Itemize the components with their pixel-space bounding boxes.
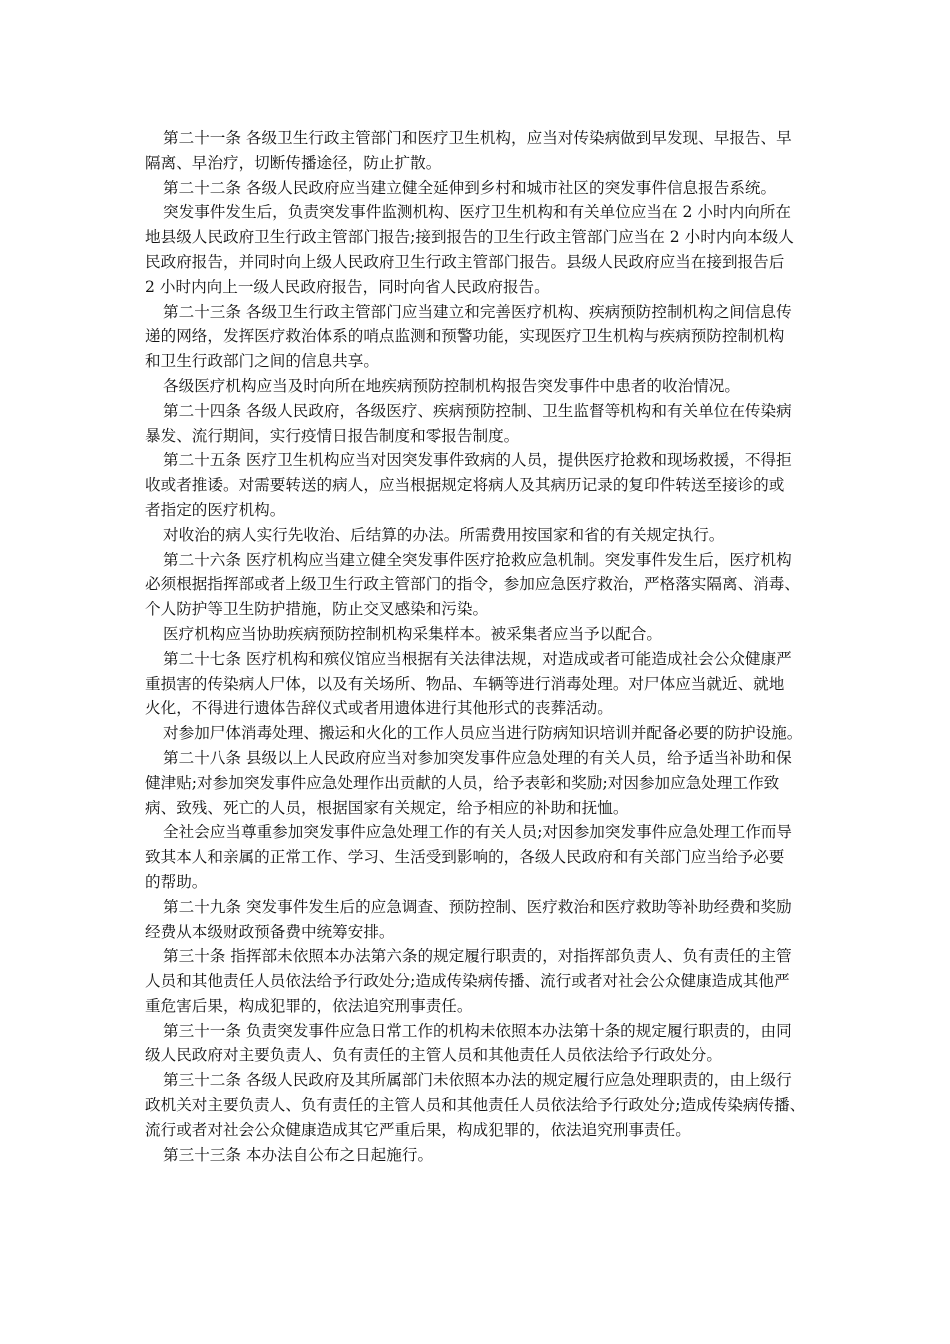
article-31-paragraph xyxy=(145,1019,825,1069)
doc-line: 流行或者对社会公众健康造成其它严重后果，构成犯罪的，依法追究刑事责任。 xyxy=(145,1120,691,1139)
article-26-paragraph xyxy=(145,548,825,622)
doc-line: 人员和其他责任人员依法给予行政处分;造成传染病传播、流行或者对社会公众健康造成其他严 xyxy=(145,972,790,991)
doc-line: 突发事件发生后，负责突发事件监测机构、医疗卫生机构和有关单位应当在 2 小时内向所在 xyxy=(163,203,791,222)
article-28-paragraph xyxy=(145,746,825,820)
doc-line: 第三十一条 负责突发事件应急日常工作的机构未依照本办法第十条的规定履行职责的，由同 xyxy=(163,1021,792,1040)
doc-line: 健津贴;对参加突发事件应急处理作出贡献的人员，给予表彰和奖励;对因参加应急处理工作致 xyxy=(145,773,780,792)
article-22-subparagraph xyxy=(145,200,825,299)
doc-line: 2 小时内向上一级人民政府报告，同时向省人民政府报告。 xyxy=(145,277,550,296)
doc-line: 民政府报告，并同时向上级人民政府卫生行政主管部门报告。县级人民政府应当在接到报告后 xyxy=(145,252,785,271)
doc-line: 第三十条 指挥部未依照本办法第六条的规定履行职责的，对指挥部负责人、负有责任的主管 xyxy=(163,947,792,966)
doc-line: 病、致残、死亡的人员，根据国家有关规定，给予相应的补助和抚恤。 xyxy=(145,798,629,817)
doc-line: 第二十五条 医疗卫生机构应当对因突发事件致病的人员，提供医疗抢救和现场救援，不得拒 xyxy=(163,451,792,470)
article-22-paragraph xyxy=(145,176,825,201)
doc-line: 对参加尸体消毒处理、搬运和火化的工作人员应当进行防病知识培训并配备必要的防护设施。 xyxy=(163,724,803,743)
doc-line: 递的网络，发挥医疗救治体系的哨点监测和预警功能，实现医疗卫生机构与疾病预防控制机构 xyxy=(145,327,785,346)
doc-line: 政机关对主要负责人、负有责任的主管人员和其他责任人员依法给予行政处分;造成传染病传播、 xyxy=(145,1096,806,1115)
doc-line: 重损害的传染病人尸体，以及有关场所、物品、车辆等进行消毒处理。对尸体应当就近、就地 xyxy=(145,674,785,693)
doc-line: 火化，不得进行遗体告辞仪式或者用遗体进行其他形式的丧葬活动。 xyxy=(145,699,613,718)
doc-line: 经费从本级财政预备费中统筹安排。 xyxy=(145,922,395,941)
doc-line: 地县级人民政府卫生行政主管部门报告;接到报告的卫生行政主管部门应当在 2 小时内向本级人 xyxy=(145,228,794,247)
doc-line: 者指定的医疗机构。 xyxy=(145,500,286,519)
doc-line: 第三十二条 各级人民政府及其所属部门未依照本办法的规定履行应急处理职责的，由上级行 xyxy=(163,1071,792,1090)
doc-line: 第二十一条 各级卫生行政主管部门和医疗卫生机构，应当对传染病做到早发现、早报告、早 xyxy=(163,129,792,147)
article-30-paragraph xyxy=(145,944,825,1018)
article-29-paragraph xyxy=(145,895,825,945)
article-21-paragraph xyxy=(145,126,825,176)
doc-line: 收或者推诿。对需要转送的病人，应当根据规定将病人及其病历记录的复印件转送至接诊的或 xyxy=(145,476,785,495)
article-28-subparagraph xyxy=(145,820,825,894)
article-33-paragraph xyxy=(145,1143,825,1168)
doc-line: 第二十九条 突发事件发生后的应急调查、预防控制、医疗救治和医疗救助等补助经费和奖励 xyxy=(163,897,792,916)
doc-line: 第三十三条 本办法自公布之日起施行。 xyxy=(163,1145,434,1164)
doc-line: 第二十六条 医疗机构应当建立健全突发事件医疗抢救应急机制。突发事件发生后，医疗机构 xyxy=(163,550,792,569)
article-27-subparagraph xyxy=(145,721,825,746)
doc-line: 各级医疗机构应当及时向所在地疾病预防控制机构报告突发事件中患者的收治情况。 xyxy=(163,376,740,395)
doc-line: 全社会应当尊重参加突发事件应急处理工作的有关人员;对因参加突发事件应急处理工作而导 xyxy=(163,823,793,842)
doc-line: 必须根据指挥部或者上级卫生行政主管部门的指令，参加应急医疗救治，严格落实隔离、消毒、 xyxy=(145,575,800,594)
doc-line: 第二十四条 各级人民政府，各级医疗、疾病预防控制、卫生监督等机构和有关单位在传染病 xyxy=(163,401,792,420)
doc-line: 第二十二条 各级人民政府应当建立健全延伸到乡村和城市社区的突发事件信息报告系统。 xyxy=(163,178,777,197)
doc-line: 级人民政府对主要负责人、负有责任的主管人员和其他责任人员依法给予行政处分。 xyxy=(145,1046,722,1065)
doc-line: 的帮助。 xyxy=(145,872,208,891)
doc-line: 致其本人和亲属的正常工作、学习、生活受到影响的，各级人民政府和有关部门应当给予必要 xyxy=(145,848,785,867)
article-32-paragraph xyxy=(145,1068,825,1142)
doc-line: 重危害后果，构成犯罪的，依法追究刑事责任。 xyxy=(145,996,473,1015)
document-body xyxy=(145,126,825,1167)
article-25-subparagraph xyxy=(145,523,825,548)
article-25-paragraph xyxy=(145,448,825,522)
doc-line: 第二十七条 医疗机构和殡仪馆应当根据有关法律法规，对造成或者可能造成社会公众健康严 xyxy=(163,649,792,668)
article-23-paragraph xyxy=(145,300,825,374)
article-27-paragraph xyxy=(145,647,825,721)
doc-line: 个人防护等卫生防护措施，防止交叉感染和污染。 xyxy=(145,600,489,619)
article-24-paragraph xyxy=(145,399,825,449)
doc-line: 第二十八条 县级以上人民政府应当对参加突发事件应急处理的有关人员，给予适当补助和保 xyxy=(163,748,792,767)
article-26-subparagraph xyxy=(145,622,825,647)
doc-line: 隔离、早治疗，切断传播途径，防止扩散。 xyxy=(145,153,442,172)
doc-line: 和卫生行政部门之间的信息共享。 xyxy=(145,352,379,371)
doc-line: 对收治的病人实行先收治、后结算的办法。所需费用按国家和省的有关规定执行。 xyxy=(163,525,725,544)
article-23-subparagraph xyxy=(145,374,825,399)
doc-line: 医疗机构应当协助疾病预防控制机构采集样本。被采集者应当予以配合。 xyxy=(163,624,663,643)
doc-line: 第二十三条 各级卫生行政主管部门应当建立和完善医疗机构、疾病预防控制机构之间信息传 xyxy=(163,302,792,321)
doc-line: 暴发、流行期间，实行疫情日报告制度和零报告制度。 xyxy=(145,426,520,445)
